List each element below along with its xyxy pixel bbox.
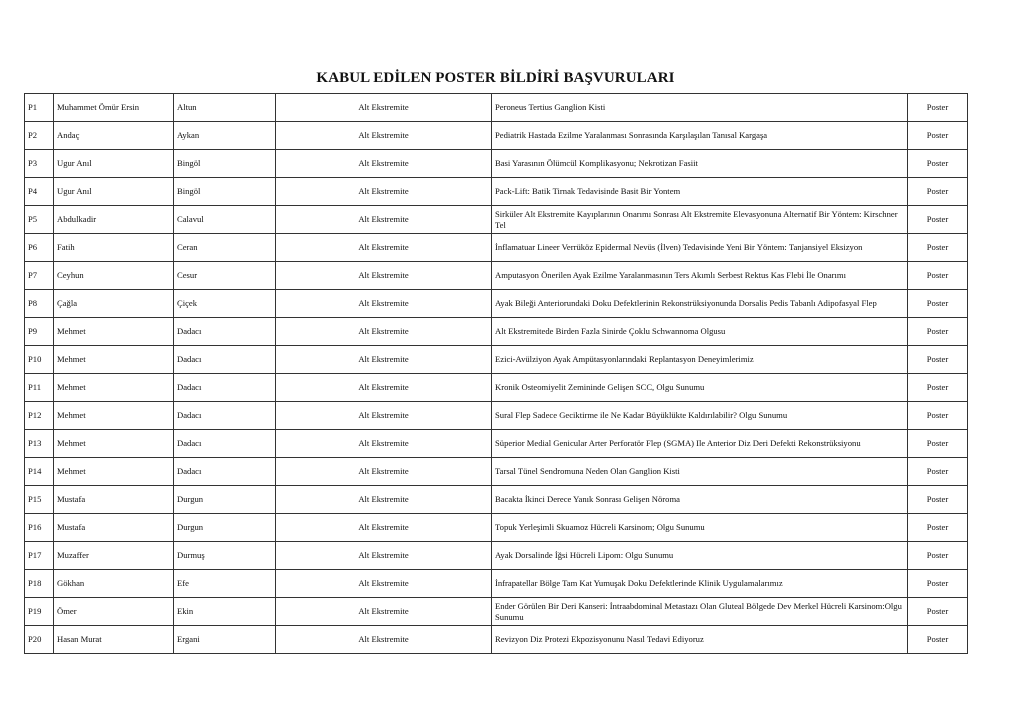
cell-first-name: Gökhan: [54, 570, 174, 598]
cell-topic: Alt Ekstremite: [276, 402, 492, 430]
poster-table-body: [25, 94, 968, 654]
table-row: [25, 122, 968, 150]
cell-first-name: Çağla: [54, 290, 174, 318]
cell-topic: Alt Ekstremite: [276, 542, 492, 570]
cell-first-name: Ugur Anıl: [54, 178, 174, 206]
table-row: [25, 94, 968, 122]
cell-type: Poster: [908, 346, 968, 374]
cell-last-name: Efe: [174, 570, 276, 598]
cell-paper-title: Pack-Lift: Batik Tirnak Tedavisinde Basit Bir Yontem: [492, 178, 908, 206]
cell-first-name: Mehmet: [54, 374, 174, 402]
cell-first-name: Muhammet Ömür Ersin: [54, 94, 174, 122]
cell-type: Poster: [908, 318, 968, 346]
cell-first-name: Mehmet: [54, 318, 174, 346]
cell-type: Poster: [908, 626, 968, 654]
cell-topic: Alt Ekstremite: [276, 94, 492, 122]
cell-last-name: Durgun: [174, 486, 276, 514]
cell-last-name: Dadacı: [174, 318, 276, 346]
cell-type: Poster: [908, 402, 968, 430]
cell-first-name: Abdulkadir: [54, 206, 174, 234]
cell-id: P8: [25, 290, 54, 318]
cell-topic: Alt Ekstremite: [276, 430, 492, 458]
cell-topic: Alt Ekstremite: [276, 626, 492, 654]
cell-paper-title: Peroneus Tertius Ganglion Kisti: [492, 94, 908, 122]
cell-topic: Alt Ekstremite: [276, 290, 492, 318]
table-row: [25, 150, 968, 178]
cell-last-name: Durgun: [174, 514, 276, 542]
table-row: [25, 542, 968, 570]
table-row: [25, 374, 968, 402]
cell-type: Poster: [908, 374, 968, 402]
cell-type: Poster: [908, 122, 968, 150]
cell-id: P13: [25, 430, 54, 458]
cell-first-name: Mustafa: [54, 514, 174, 542]
cell-first-name: Mehmet: [54, 458, 174, 486]
cell-type: Poster: [908, 570, 968, 598]
table-row: [25, 318, 968, 346]
cell-type: Poster: [908, 598, 968, 626]
cell-id: P3: [25, 150, 54, 178]
cell-paper-title: Sural Flep Sadece Geciktirme ile Ne Kadar Büyüklükte Kaldırılabilir? Olgu Sunumu: [492, 402, 908, 430]
cell-first-name: Mehmet: [54, 346, 174, 374]
cell-paper-title: Revizyon Diz Protezi Ekpozisyonunu Nasıl Tedavi Ediyoruz: [492, 626, 908, 654]
cell-id: P2: [25, 122, 54, 150]
cell-first-name: Mustafa: [54, 486, 174, 514]
cell-first-name: Muzaffer: [54, 542, 174, 570]
cell-id: P11: [25, 374, 54, 402]
cell-last-name: Dadacı: [174, 374, 276, 402]
cell-paper-title: Tarsal Tünel Sendromuna Neden Olan Ganglion Kisti: [492, 458, 908, 486]
table-row: [25, 514, 968, 542]
cell-paper-title: Topuk Yerleşimli Skuamoz Hücreli Karsinom; Olgu Sunumu: [492, 514, 908, 542]
cell-id: P16: [25, 514, 54, 542]
cell-last-name: Calavul: [174, 206, 276, 234]
cell-topic: Alt Ekstremite: [276, 486, 492, 514]
cell-paper-title: Süperior Medial Genicular Arter Perforatör Flep (SGMA) Ile Anterior Diz Deri Defekti Rekonstrüksiyonu: [492, 430, 908, 458]
table-row: [25, 458, 968, 486]
cell-paper-title: İnflamatuar Lineer Verrüköz Epidermal Nevüs (İlven) Tedavisinde Yeni Bir Yöntem: Tanjansiyel Eksizyon: [492, 234, 908, 262]
cell-id: P14: [25, 458, 54, 486]
cell-first-name: Ugur Anıl: [54, 150, 174, 178]
cell-paper-title: Ender Görülen Bir Deri Kanseri: İntraabdominal Metastazı Olan Gluteal Bölgede Dev Merkel Hücreli Karsinom:Olgu Sunumu: [492, 598, 908, 626]
table-row: [25, 234, 968, 262]
cell-id: P19: [25, 598, 54, 626]
table-row: [25, 178, 968, 206]
cell-type: Poster: [908, 514, 968, 542]
cell-topic: Alt Ekstremite: [276, 458, 492, 486]
cell-paper-title: İnfrapatellar Bölge Tam Kat Yumuşak Doku Defektlerinde Klinik Uygulamalarımız: [492, 570, 908, 598]
cell-paper-title: Kronik Osteomiyelit Zemininde Gelişen SCC, Olgu Sunumu: [492, 374, 908, 402]
cell-topic: Alt Ekstremite: [276, 122, 492, 150]
table-row: [25, 626, 968, 654]
cell-id: P9: [25, 318, 54, 346]
cell-paper-title: Ayak Bileği Anteriorundaki Doku Defektlerinin Rekonstrüksiyonunda Dorsalis Pedis Tabanlı Adipofasyal Flep: [492, 290, 908, 318]
cell-topic: Alt Ekstremite: [276, 346, 492, 374]
cell-topic: Alt Ekstremite: [276, 318, 492, 346]
table-row: [25, 290, 968, 318]
table-row: [25, 402, 968, 430]
cell-paper-title: Ezici-Avülziyon Ayak Ampütasyonlarındaki Replantasyon Deneyimlerimiz: [492, 346, 908, 374]
table-row: [25, 430, 968, 458]
cell-first-name: Fatih: [54, 234, 174, 262]
cell-last-name: Dadacı: [174, 430, 276, 458]
cell-id: P1: [25, 94, 54, 122]
cell-last-name: Ergani: [174, 626, 276, 654]
cell-type: Poster: [908, 262, 968, 290]
cell-id: P20: [25, 626, 54, 654]
cell-id: P10: [25, 346, 54, 374]
cell-topic: Alt Ekstremite: [276, 514, 492, 542]
cell-id: P17: [25, 542, 54, 570]
table-row: [25, 486, 968, 514]
cell-first-name: Andaç: [54, 122, 174, 150]
cell-topic: Alt Ekstremite: [276, 262, 492, 290]
cell-paper-title: Amputasyon Önerilen Ayak Ezilme Yaralanmasının Ters Akımlı Serbest Rektus Kas Flebi İle Onarımı: [492, 262, 908, 290]
cell-type: Poster: [908, 486, 968, 514]
cell-type: Poster: [908, 430, 968, 458]
cell-topic: Alt Ekstremite: [276, 234, 492, 262]
cell-type: Poster: [908, 150, 968, 178]
table-row: [25, 598, 968, 626]
cell-last-name: Dadacı: [174, 458, 276, 486]
cell-paper-title: Alt Ekstremitede Birden Fazla Sinirde Çoklu Schwannoma Olgusu: [492, 318, 908, 346]
table-row: [25, 346, 968, 374]
cell-id: P18: [25, 570, 54, 598]
cell-first-name: Ceyhun: [54, 262, 174, 290]
page-title: KABUL EDİLEN POSTER BİLDİRİ BAŞVURULARI: [316, 70, 675, 86]
cell-last-name: Bingöl: [174, 178, 276, 206]
poster-table: [24, 93, 968, 654]
cell-id: P5: [25, 206, 54, 234]
cell-last-name: Cesur: [174, 262, 276, 290]
cell-type: Poster: [908, 206, 968, 234]
cell-last-name: Bingöl: [174, 150, 276, 178]
table-row: [25, 570, 968, 598]
cell-last-name: Dadacı: [174, 346, 276, 374]
cell-type: Poster: [908, 234, 968, 262]
cell-last-name: Ekin: [174, 598, 276, 626]
cell-last-name: Ceran: [174, 234, 276, 262]
cell-last-name: Altun: [174, 94, 276, 122]
cell-paper-title: Sirküler Alt Ekstremite Kayıplarının Onarımı Sonrası Alt Ekstremite Elevasyonuna Alternatif Bir Yöntem: Kirschner Tel: [492, 206, 908, 234]
cell-paper-title: Ayak Dorsalinde İğsi Hücreli Lipom: Olgu Sunumu: [492, 542, 908, 570]
cell-last-name: Dadacı: [174, 402, 276, 430]
cell-id: P7: [25, 262, 54, 290]
cell-last-name: Çiçek: [174, 290, 276, 318]
cell-type: Poster: [908, 94, 968, 122]
cell-first-name: Mehmet: [54, 402, 174, 430]
cell-type: Poster: [908, 178, 968, 206]
cell-paper-title: Bacakta İkinci Derece Yanık Sonrası Gelişen Nöroma: [492, 486, 908, 514]
cell-topic: Alt Ekstremite: [276, 570, 492, 598]
cell-id: P6: [25, 234, 54, 262]
cell-topic: Alt Ekstremite: [276, 598, 492, 626]
cell-first-name: Ömer: [54, 598, 174, 626]
cell-id: P15: [25, 486, 54, 514]
table-row: [25, 206, 968, 234]
cell-topic: Alt Ekstremite: [276, 178, 492, 206]
cell-first-name: Mehmet: [54, 430, 174, 458]
cell-topic: Alt Ekstremite: [276, 150, 492, 178]
cell-paper-title: Basi Yarasının Ölümcül Komplikasyonu; Nekrotizan Fasiit: [492, 150, 908, 178]
cell-topic: Alt Ekstremite: [276, 206, 492, 234]
cell-id: P4: [25, 178, 54, 206]
table-row: [25, 262, 968, 290]
cell-paper-title: Pediatrik Hastada Ezilme Yaralanması Sonrasında Karşılaşılan Tanısal Kargaşa: [492, 122, 908, 150]
cell-type: Poster: [908, 290, 968, 318]
cell-id: P12: [25, 402, 54, 430]
cell-type: Poster: [908, 458, 968, 486]
cell-first-name: Hasan Murat: [54, 626, 174, 654]
cell-last-name: Aykan: [174, 122, 276, 150]
cell-type: Poster: [908, 542, 968, 570]
cell-topic: Alt Ekstremite: [276, 374, 492, 402]
cell-last-name: Durmuş: [174, 542, 276, 570]
